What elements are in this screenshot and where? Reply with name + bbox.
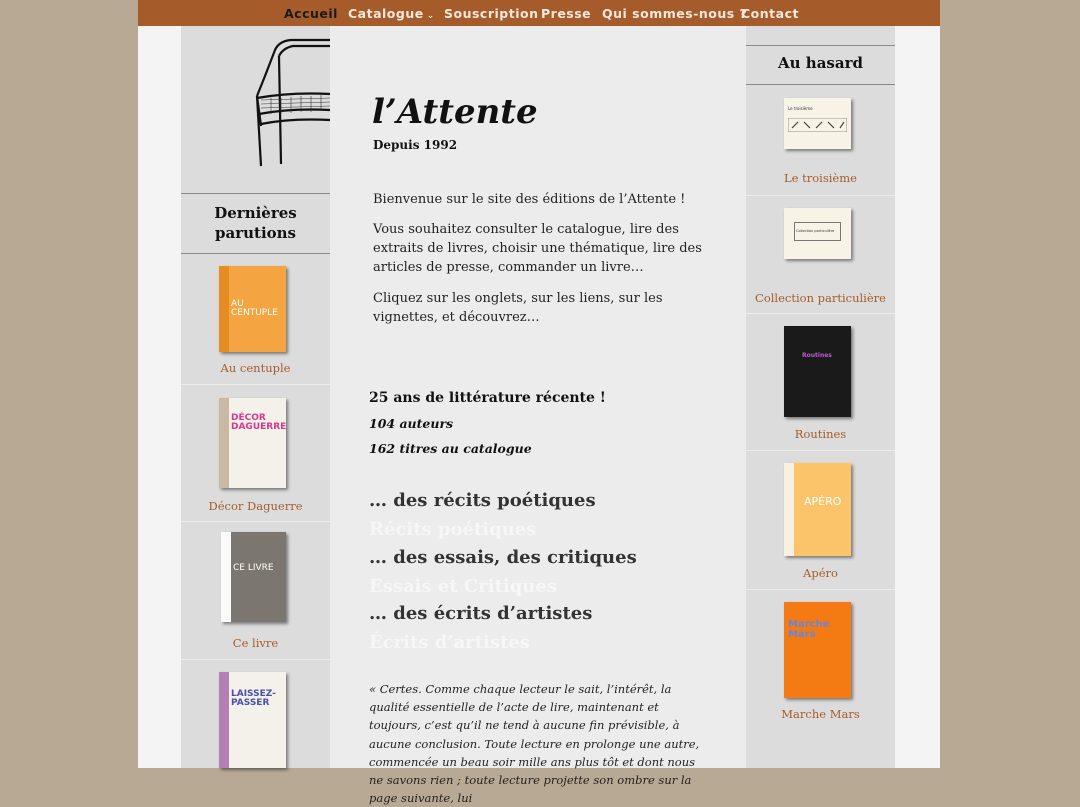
- latest-releases-heading: Dernières parutions: [181, 193, 330, 254]
- title-count: 162 titres au catalogue: [369, 441, 532, 456]
- nav-accueil[interactable]: Accueil: [284, 6, 338, 21]
- page-subtitle: Depuis 1992: [373, 138, 458, 152]
- book-card-le-troisieme[interactable]: [746, 85, 895, 196]
- page-title: l’Attente: [372, 92, 538, 132]
- genre-link-artists[interactable]: Écrits d’artistes: [369, 632, 530, 653]
- book-cover[interactable]: [219, 266, 286, 352]
- book-cover[interactable]: [784, 326, 851, 417]
- book-label[interactable]: Apéro: [803, 566, 838, 580]
- nav-catalogue-label: Catalogue: [348, 6, 424, 21]
- genre-link-essays[interactable]: Essais et Critiques: [369, 576, 557, 597]
- book-cover[interactable]: [219, 672, 286, 768]
- book-label[interactable]: Décor Daguerre: [208, 499, 303, 513]
- nav-presse[interactable]: Presse: [541, 6, 592, 21]
- cover-stripe: [784, 463, 794, 556]
- book-label[interactable]: Marche Mars: [781, 707, 860, 721]
- random-heading: Au hasard: [746, 45, 895, 85]
- cover-stripe: [219, 266, 229, 352]
- genre-heading-essays: … des essais, des critiques: [369, 547, 637, 568]
- main-nav: [138, 0, 940, 26]
- book-card-laissez-passer[interactable]: [181, 660, 330, 768]
- genre-link-poetic[interactable]: Récits poétiques: [369, 519, 537, 540]
- book-card-marche-mars[interactable]: [746, 590, 895, 730]
- book-card-ce-livre[interactable]: [181, 522, 330, 660]
- nav-catalogue[interactable]: [348, 6, 435, 21]
- cover-title: Routines: [802, 352, 832, 359]
- nav-contact[interactable]: Contact: [741, 6, 799, 21]
- left-sidebar: [181, 26, 330, 768]
- book-label[interactable]: Routines: [794, 427, 847, 441]
- cover-stripe: [219, 398, 229, 488]
- book-label[interactable]: Le troisième: [784, 171, 857, 185]
- quote-text: « Certes. Comme chaque lecteur le sait, l’intérêt, la qualité essentielle de l’acte de lire, maintenant et toujours, c’est qu’il ne tend à aucune fin prévisible, à aucune conclusion. Toute lecture en prolonge une autre, commencée un beau soir mille ans plus tôt et dont nous ne savons rien ; toute lecture projette son ombre sur la page suivante, lui: [369, 682, 700, 806]
- cover-title: CE LIVRE: [233, 563, 274, 573]
- book-card-collection-particuliere[interactable]: [746, 196, 895, 314]
- nav-qui-sommes-nous[interactable]: Qui sommes-nous ?: [602, 6, 748, 21]
- cover-title: Collection particulière: [796, 229, 835, 233]
- cover-title: DÉCOR DAGUERRE: [231, 413, 286, 432]
- book-cover[interactable]: [784, 602, 851, 698]
- right-sidebar: [746, 26, 895, 768]
- book-label[interactable]: Collection particulière: [755, 291, 886, 305]
- genre-heading-poetic: … des récits poétiques: [369, 490, 596, 511]
- book-label[interactable]: Ce livre: [232, 636, 279, 650]
- cover-title: AU CENTUPLE: [231, 299, 278, 318]
- nav-souscription[interactable]: Souscription: [444, 6, 539, 21]
- book-cover[interactable]: [784, 208, 851, 259]
- cover-title: LAISSEZ-PASSER: [231, 689, 276, 708]
- anniversary-text: 25 ans de littérature récente !: [369, 390, 606, 406]
- instructions-text: Cliquez sur les onglets, sur les liens, sur les vignettes, et découvrez…: [373, 291, 663, 325]
- welcome-text: Bienvenue sur le site des éditions de l’Attente !: [373, 192, 686, 207]
- chair-logo: [251, 36, 330, 181]
- cover-title: APÉRO: [804, 495, 842, 508]
- cover-title: Marche Mars: [788, 619, 830, 640]
- book-cover[interactable]: [219, 398, 286, 488]
- book-label[interactable]: Au centuple: [220, 361, 291, 375]
- chevron-down-icon: ⌄: [426, 11, 435, 21]
- intro-text: Vous souhaitez consulter le catalogue, lire des extraits de livres, choisir une thématique, lire des articles de presse, commander un livre…: [373, 222, 702, 275]
- cover-stripe: [219, 672, 229, 768]
- cover-stripe: [221, 532, 231, 622]
- book-card-decor-daguerre[interactable]: [181, 385, 330, 522]
- book-card-au-centuple[interactable]: [181, 254, 330, 385]
- book-card-apero[interactable]: [746, 451, 895, 590]
- cover-illustration: [788, 118, 847, 132]
- book-cover[interactable]: [784, 98, 851, 149]
- book-card-routines[interactable]: [746, 314, 895, 451]
- genre-heading-artists: … des écrits d’artistes: [369, 603, 593, 624]
- book-cover[interactable]: [784, 463, 851, 556]
- cover-title: Le troisième: [788, 106, 813, 111]
- book-cover[interactable]: [221, 532, 286, 622]
- author-count: 104 auteurs: [369, 416, 454, 431]
